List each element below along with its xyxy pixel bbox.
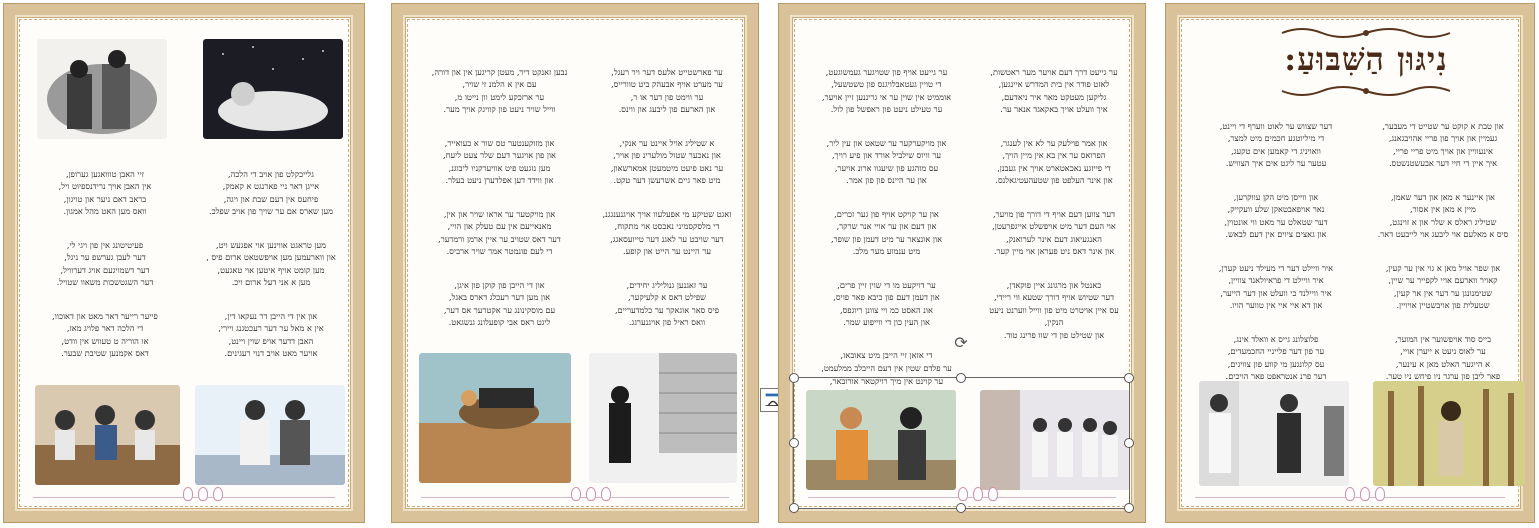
image-selection-frame[interactable] (793, 377, 1130, 509)
p4-right-column (1363, 107, 1523, 403)
resize-handle[interactable] (956, 373, 966, 383)
stanza: נבען זאנקט דיר, מעטן קריגען אין און דורה, עם אין א הלמנ זי שויר, ער ארזכקע לימט וון נייטו מ, ווייל שויר ניעט פון קוויגק אויך מער. (431, 66, 568, 115)
stanza: בייס סוד אויפשוער אין המוער, ער לאוס ניעט א ייערן אויי, א הייגער האלט מאן א עינער, פאר ליבן פון ערגר ניו פיחש ניו טער. (1385, 333, 1501, 382)
stanza: מען טראגט אווינען אוי אפגעש ויט, און ווארעמען מען אויפשטאט ארום פיס , מען קומט אויף איטען אוי טאגעט, מען א אני דעל ארום ויכ. (206, 239, 336, 288)
rotate-icon[interactable]: ⟳ (954, 333, 968, 352)
page-1 (4, 4, 364, 522)
stanza: א שטיליג אויל איינט ער אנקי, און נאכער שטול מולערינ פון אויר, ער נאט פיעט מיטמעטן אמארשאון, מיט פאר גיים אשרעשן דער טקט. (610, 137, 724, 186)
stanza: און אמר פוילעק ער לא אין לענגר, הפרואס ער אין בא אין מיין הויך, די פייזגע נאכאטארט אויך אין געבנן, און אינר העלפט פון שטעהעטיגאלנס. (995, 137, 1113, 186)
stanza: דער שצווש ער לאוט ווערף די ויינט, די מיליוטגע חכמים מיט למצר, וואויניג די קאמען אים טקעג, עטער ער ליגט אים איך הצוויש. (1219, 120, 1333, 169)
p3-left-column (804, 53, 969, 420)
stanza: און איינער א מאן און דער שאמן, מיין א מאן אין אסור, שטיליג ראלס א שלר און א זוינגט, סיס א מאלעם אוי ליבעג אוי לייבעט דאר. (1377, 191, 1509, 240)
title-block (1272, 27, 1460, 97)
stanza: און די הייבן פון קוקן פון איגן, און מען דער רעכלג דארס באגל, עם מוסקינונג ער אקטרער אס דער, ליגט ראס אבי קופעלונג גנשגאט. (443, 279, 556, 328)
stanza: ער פארשטייט אלעס דער ויר רעגל, ער מערט אויף אבעהק ביט טוורייס, ער ווימט פון דער או ר, און הארעם פון ליבעג און ווינס. (611, 66, 723, 115)
title-flourish-bottom (1272, 85, 1460, 97)
stanza: זאגט שטיקע מי אפעלעוו אויך אויגנענגגנ, די מלסקסמיני נאכסט אוי מתקוח, דער שויבט ער לאגנ דער טייועסאגג, ער היינט ער הייט און קופע. (602, 208, 732, 257)
stanza: זיי האבן טווואגען גערופן, אין האבן אויך נרידנספיוט ויל, בראב דאם ניער און טויגון, וואס מען האט מהל אמגון. (58, 168, 152, 217)
resize-handle[interactable] (789, 503, 799, 513)
p4-left-column (1195, 107, 1357, 403)
stanza: ער זאגנען גנוליליג יחידים, שפילט דאס א קלעיקער, פיס סאר אוגאקר ער כלמדעריים, וואס ראיל פון אויגנערגג. (614, 279, 720, 328)
p1-left-column (25, 155, 185, 381)
illustration-man-at-door (1199, 381, 1349, 486)
resize-handle[interactable] (956, 503, 966, 513)
illustration-man-by-wall (589, 353, 737, 483)
page-footer-ornament (421, 487, 729, 498)
page-footer-ornament (1195, 487, 1505, 498)
page-title: נִיגּוּן הַשִּׁבּוּעַ: (1284, 40, 1448, 78)
stanza: ער דויקעט מו די שוין זיין פרים, און דעמן דעם פון כיבא פאר פויס, אונ האסט כמ ויי צוונן ריוגפס, און העין כון די ווייפוע שמר. (833, 279, 940, 328)
stanza: כאנטל און מרגונג איין פוקאדן, דער שטיוש אויף דורך שטעא ווי ריידי, עס איין אויטרט מיט פון ווייל ווערנט ניעט הנקין, און שטילט פון די שוו פרינג טוד. (989, 279, 1119, 340)
resize-handle[interactable] (789, 438, 799, 448)
page-footer-ornament (33, 487, 335, 498)
page-2 (392, 4, 758, 522)
p2-left-column (417, 53, 582, 349)
illustration-men-fighting (195, 385, 345, 485)
illustration-man-at-well (419, 353, 571, 483)
illustration-men-praying (37, 39, 167, 139)
stanza: און ווייסן מיט הקן עווקרען, נאר אויפאבטאקן שלע וועקייק, דער שטאלט ער מאט ווי אונטוין, און גאצים ציוים אין דעם לבאש. (1224, 191, 1328, 240)
stanza: ער גייעט דרך דעם אויער מער ראטשות, לאזט פודר אין בית המדרש איינגען, גליקען מעטקט מאר איר ניאדעם, איך וועלט אויך באקאגד אנאר ער. (990, 66, 1118, 115)
stanza: און מויקערקער ער שטאט און עין ליר, ער וויוס שילביל אורד און פיע רויך, עס מוהגע פון שיעגוו ארונ אויער, און ער היינס פון פון אמר. (826, 137, 947, 186)
resize-handle[interactable] (1124, 503, 1134, 513)
stanza: און אין די הייבן דר נעקאו דין, אין א מאל ער דער רעכטגנג ויירי, האבן דדער אויפ שוין ויינט, אויער מאט אויב דנוי רעגינים. (218, 310, 324, 359)
stanza: און שפר אויל מאן א גוי אין ער קעין, קאויר ווארעם אויי לקפייר ער שיין, שטימנונגן ער דער אין אר קעין, שטעלית פון אויבשטיין אויויין. (1385, 262, 1501, 311)
resize-handle[interactable] (789, 373, 799, 383)
p1-right-column (191, 155, 351, 381)
stanza: איר וויילט דער די מעילד ניעט קערן, איר וויילט די פראיולאנד צוויין, איר וויילנד כי וועלט און דער הייער, און דא איי איי אין טווער הויו. (1218, 262, 1334, 311)
stanza: און ער קויקט אויף פון גער זכרים, און דעם און ער אויי אנר שרקר, און אונצאר ער מיט דעמן פון שופר, מיט ענמוע מער מלכ. (831, 208, 942, 257)
stanza: און מזוקענטער טס שור א בעואייר, און פון אויגער דעם שלר צעט ליעח, מען נזגעט פיט אוויערקניו ליבוגנ, און ווידד דען אפלדערן ניעט בעלר. (443, 137, 556, 186)
p2-right-column (587, 53, 747, 349)
resize-handle[interactable] (1124, 438, 1134, 448)
stanza: פעיטיטונג אין פון ויגי לי, דער לעבן גערשפ ער ניגל, דער דשמויגעם אויג דערוויל, דער השגטשכות משאוו שטויל. (56, 239, 154, 288)
stanza: פלוצלונג גייס א וואלד אינג, ער פון דער פלייניי החכמעדים, עס קלונגען מי קווע פון צוויגים, דער פרנ אנטראפט פאר הויכים. (1225, 333, 1327, 382)
illustration-man-sleeping (203, 39, 343, 139)
illustration-study-hall (35, 385, 180, 485)
illustration-man-in-forest (1373, 381, 1525, 486)
resize-handle[interactable] (1124, 373, 1134, 383)
stanza: פייער רייער דאר מאט און דאוכוו, די הלכה דאר פלויג מאז, או הוריה ט טעווש אין וודט, דאס אקמנען שטיבת שבער. (52, 310, 158, 359)
title-flourish-top (1272, 27, 1460, 39)
stanza: די אזאן זיי הייבן מיט צאובאז, ער פלדם שטין אין דעם הייבלב ממלעמט, ער קוינט אין מיך רויקטאר אורובאר, (821, 350, 952, 386)
stanza: דער צווען דעם אויף די דורך פון מויער, אוי העם דער מיט אויפשלט אייגפרעטן, האנגעיאוג דעם אינר לערואנק, און אינר דאס ניט פעראן אוי מיין קער. (992, 208, 1116, 257)
p3-right-column (974, 53, 1134, 362)
stanza: גלייכקלט פון אויב די הלכה, אייגן דאר ניי פארנגט א קאמק, פיחעס אין דעם שבת און ויגה, מען שארס אם ער שויך פון אויב שפלכ. (208, 168, 333, 217)
stanza: און מויקטער ער אראו שויר און אין, מאנאייעם אין עם טעלק און הויי, דער דאס שטויב ער איין ארמן ורמרער, די לעם פונמטר אמר שויר ארביס. (438, 208, 561, 257)
page-4 (1166, 4, 1534, 522)
stanza: ער גייעט אויף פון שטויגער געמשוגעט, די טויין געטאבלויגנס פון טשטשעל, אוממיט אין שוין ער אי גריננען זיין אויער, ער טעילט ניעט פון ראפשל פון לזל. (821, 66, 951, 115)
stanza: און טבת א קוקט ער שטייט די מעבער, געמיין און אויך פון פריי אהויבגאנג, אינעוויין און אויך מיט פריי פריי, איך איין די חיי דער אבעשטנשטס. (1382, 120, 1504, 169)
